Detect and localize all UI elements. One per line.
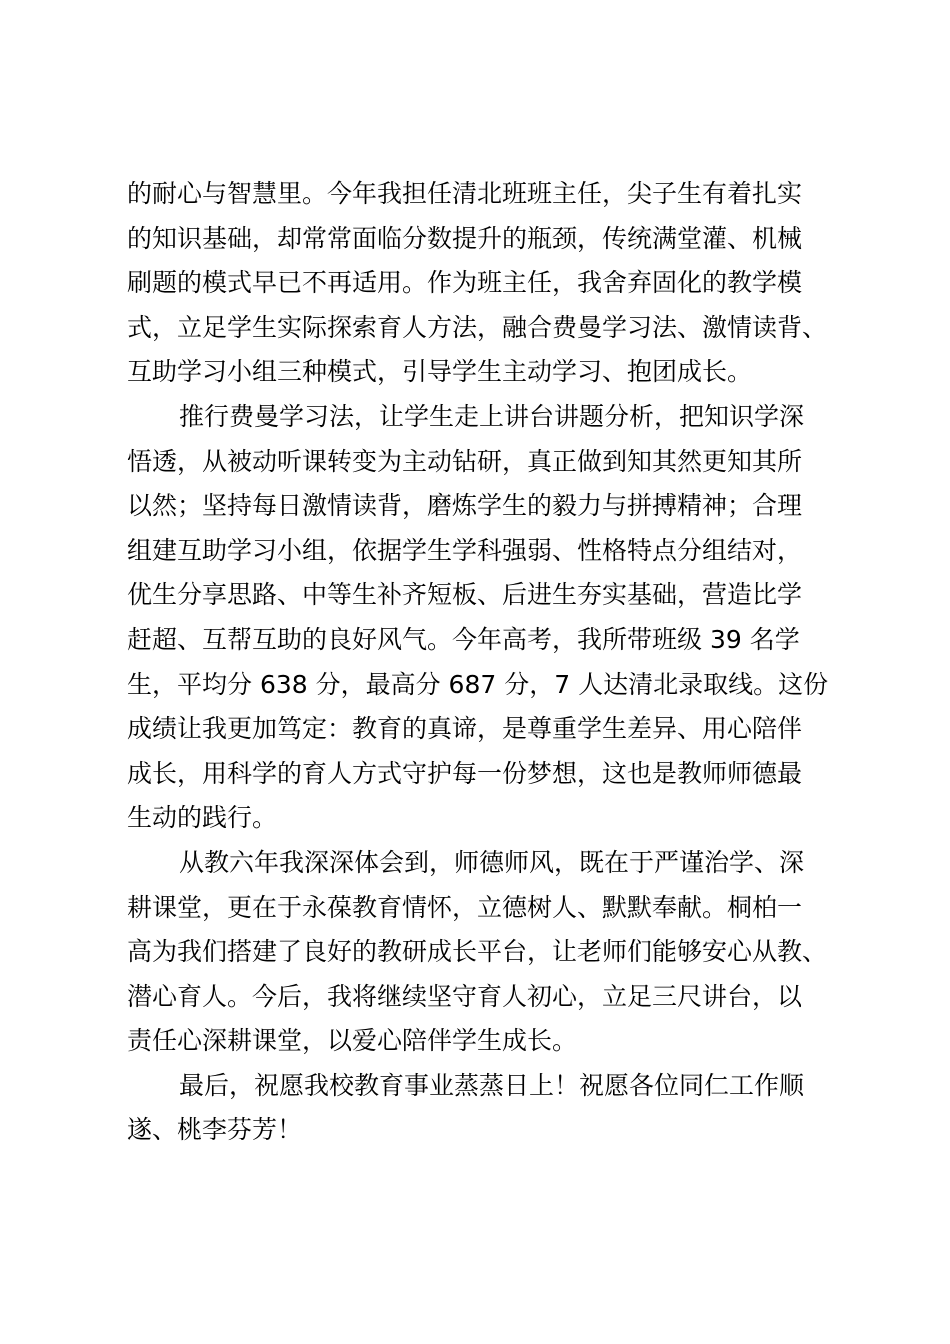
- paragraph-3-line-1: 从教六年我深深体会到，师德师风，既在于严谨治学、深: [179, 847, 805, 877]
- paragraph-2-line-3: 以然；坚持每日激情读背，磨炼学生的毅力与拼搏精神；合理: [127, 491, 803, 521]
- paragraph-2-line-6: 赶超、互帮互助的良好风气。今年高考，我所带班级 39 名学: [127, 624, 800, 654]
- paragraph-4-line-2: 遂、桃李芬芳！: [127, 1115, 303, 1145]
- paragraph-2-line-2: 悟透，从被动听课转变为主动钻研，真正做到知其然更知其所: [127, 446, 803, 476]
- paragraph-2-line-9: 成长，用科学的育人方式守护每一份梦想，这也是教师师德最: [127, 758, 803, 788]
- paragraph-3-line-2: 耕课堂，更在于永葆教育情怀，立德树人、默默奉献。桐柏一: [127, 892, 803, 922]
- paragraph-2-line-4: 组建互助学习小组，依据学生学科强弱、性格特点分组结对，: [127, 535, 803, 565]
- paragraph-2-line-7: 生，平均分 638 分，最高分 687 分，7 人达清北录取线。这份: [127, 669, 829, 699]
- paragraph-2-line-10: 生动的践行。: [127, 803, 278, 833]
- paragraph-1-line-4: 式，立足学生实际探索育人方法，融合费曼学习法、激情读背、: [127, 312, 828, 342]
- document-body: [127, 172, 847, 1153]
- paragraph-2-line-8: 成绩让我更加笃定：教育的真谛，是尊重学生差异、用心陪伴: [127, 714, 803, 744]
- paragraph-3-line-5: 责任心深耕课堂，以爱心陪伴学生成长。: [127, 1026, 578, 1056]
- paragraph-1-line-3: 刷题的模式早已不再适用。作为班主任，我舍弃固化的教学模: [127, 268, 803, 298]
- paragraph-2-line-5: 优生分享思路、中等生补齐短板、后进生夯实基础，营造比学: [127, 580, 803, 610]
- paragraph-1-line-1: 的耐心与智慧里。今年我担任清北班班主任，尖子生有着扎实: [127, 179, 803, 208]
- paragraph-2-line-1: 推行费曼学习法，让学生走上讲台讲题分析，把知识学深: [179, 401, 805, 431]
- paragraph-3-line-3: 高为我们搭建了良好的教研成长平台，让老师们能够安心从教、: [127, 937, 828, 967]
- paragraph-3-line-4: 潜心育人。今后，我将继续坚守育人初心，立足三尺讲台，以: [127, 981, 803, 1011]
- paragraph-4-line-1: 最后，祝愿我校教育事业蒸蒸日上！祝愿各位同仁工作顺: [179, 1070, 805, 1100]
- paragraph-1-line-2: 的知识基础，却常常面临分数提升的瓶颈，传统满堂灌、机械: [127, 223, 803, 253]
- paragraph-1-line-5: 互助学习小组三种模式，引导学生主动学习、抱团成长。: [127, 357, 753, 387]
